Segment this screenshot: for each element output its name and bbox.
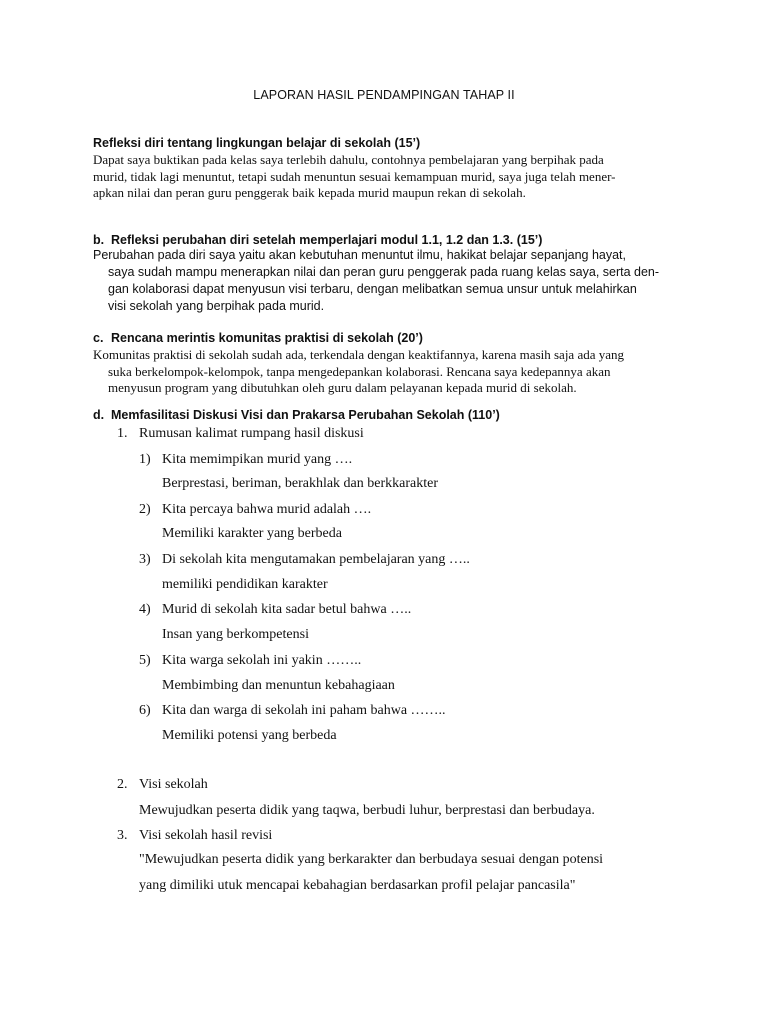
subitem-prompt: Kita dan warga di sekolah ini paham bahwa …….. xyxy=(162,703,446,718)
subitem-marker: 4) xyxy=(139,602,151,617)
subitem-prompt: Kita percaya bahwa murid adalah …. xyxy=(162,502,372,517)
subitem-prompt: Murid di sekolah kita sadar betul bahwa ….. xyxy=(162,602,412,617)
subitem-marker: 5) xyxy=(139,653,151,668)
document-title: LAPORAN HASIL PENDAMPINGAN TAHAP II xyxy=(253,88,515,102)
subitem-4-answer: Insan yang berkompetensi xyxy=(162,627,309,642)
section-d-heading: Memfasilitasi Diskusi Visi dan Prakarsa Perubahan Sekolah (110’) xyxy=(111,408,500,422)
section-d-marker: d. xyxy=(93,408,105,422)
item-2 xyxy=(117,777,208,793)
item-3 xyxy=(117,828,272,844)
subitem-1-prompt xyxy=(139,452,352,468)
section-c-body xyxy=(93,347,624,397)
subitem-3-answer: memiliki pendidikan karakter xyxy=(162,577,328,592)
section-a-line: murid, tidak lagi menuntut, tetapi sudah menuntun sesuai kemampuan murid, saya juga telah mener- xyxy=(93,168,616,184)
section-c-line: Komunitas praktisi di sekolah sudah ada, terkendala dengan keaktifannya, karena masih saja ada yang xyxy=(93,347,625,362)
section-b-heading: Refleksi perubahan diri setelah memperlajari modul 1.1, 1.2 dan 1.3. (15’) xyxy=(111,233,543,247)
subitem-2-answer: Memiliki karakter yang berbeda xyxy=(162,526,342,541)
section-b-marker: b. xyxy=(93,233,105,247)
subitem-6-prompt xyxy=(139,703,446,719)
subitem-2-prompt xyxy=(139,502,371,518)
section-c-heading-row xyxy=(93,331,423,345)
item-3-body-line: yang dimiliki utuk mencapai kebahagian berdasarkan profil pelajar pancasila" xyxy=(139,878,576,893)
item-1 xyxy=(117,426,364,442)
subitem-4-prompt xyxy=(139,602,411,618)
section-b-line: saya sudah mampu menerapkan nilai dan peran guru penggerak pada ruang kelas saya, serta den- xyxy=(108,265,660,279)
section-a-line: Dapat saya buktikan pada kelas saya terlebih dahulu, contohnya pembelajaran yang berpihak pada xyxy=(93,152,604,167)
subitem-3-prompt xyxy=(139,552,470,568)
item-3-text: Visi sekolah hasil revisi xyxy=(139,828,273,843)
section-a-body xyxy=(93,152,665,202)
item-2-body: Mewujudkan peserta didik yang taqwa, berbudi luhur, berprestasi dan berbudaya. xyxy=(139,803,595,818)
section-a-line: apkan nilai dan peran guru penggerak baik kepada murid maupun rekan di sekolah. xyxy=(93,185,526,200)
subitem-marker: 6) xyxy=(139,703,151,718)
subitem-marker: 1) xyxy=(139,452,151,467)
section-d-heading-row xyxy=(93,408,500,422)
item-2-marker: 2. xyxy=(117,777,128,792)
subitem-5-answer: Membimbing dan menuntun kebahagiaan xyxy=(162,678,395,693)
section-b-line: Perubahan pada diri saya yaitu akan kebutuhan menuntut ilmu, hakikat belajar sepanjang hayat, xyxy=(93,248,626,262)
section-c-line: suka berkelompok-kelompok, tanpa mengedepankan kolaborasi. Rencana saya kedepannya akan xyxy=(108,363,611,379)
subitem-marker: 2) xyxy=(139,502,151,517)
subitem-marker: 3) xyxy=(139,552,151,567)
section-c-line: menyusun program yang dibutuhkan oleh guru dalam pelayanan kepada murid di sekolah. xyxy=(108,380,577,395)
subitem-5-prompt xyxy=(139,653,361,669)
item-1-marker: 1. xyxy=(117,426,128,441)
item-3-body-line: "Mewujudkan peserta didik yang berkarakter dan berbudaya sesuai dengan potensi xyxy=(139,852,604,867)
section-a-heading: Refleksi diri tentang lingkungan belajar di sekolah (15’) xyxy=(93,136,421,150)
item-3-marker: 3. xyxy=(117,828,128,843)
section-b-body xyxy=(93,247,659,315)
subitem-prompt: Di sekolah kita mengutamakan pembelajaran yang ….. xyxy=(162,552,470,567)
section-b-line: gan kolaborasi dapat menyusun visi terbaru, dengan melibatkan semua unsur untuk melahirkan xyxy=(108,282,637,296)
subitem-1-answer: Berprestasi, beriman, berakhlak dan berkkarakter xyxy=(162,476,438,491)
item-2-text: Visi sekolah xyxy=(139,777,208,792)
item-1-text: Rumusan kalimat rumpang hasil diskusi xyxy=(139,426,364,441)
section-b-line: visi sekolah yang berpihak pada murid. xyxy=(108,299,325,313)
section-c-heading: Rencana merintis komunitas praktisi di sekolah (20’) xyxy=(111,331,423,345)
subitem-prompt: Kita memimpikan murid yang …. xyxy=(162,452,353,467)
subitem-6-answer: Memiliki potensi yang berbeda xyxy=(162,728,337,743)
section-c-marker: c. xyxy=(93,331,104,345)
section-b-heading-row xyxy=(93,233,542,247)
subitem-prompt: Kita warga sekolah ini yakin …….. xyxy=(162,653,362,668)
